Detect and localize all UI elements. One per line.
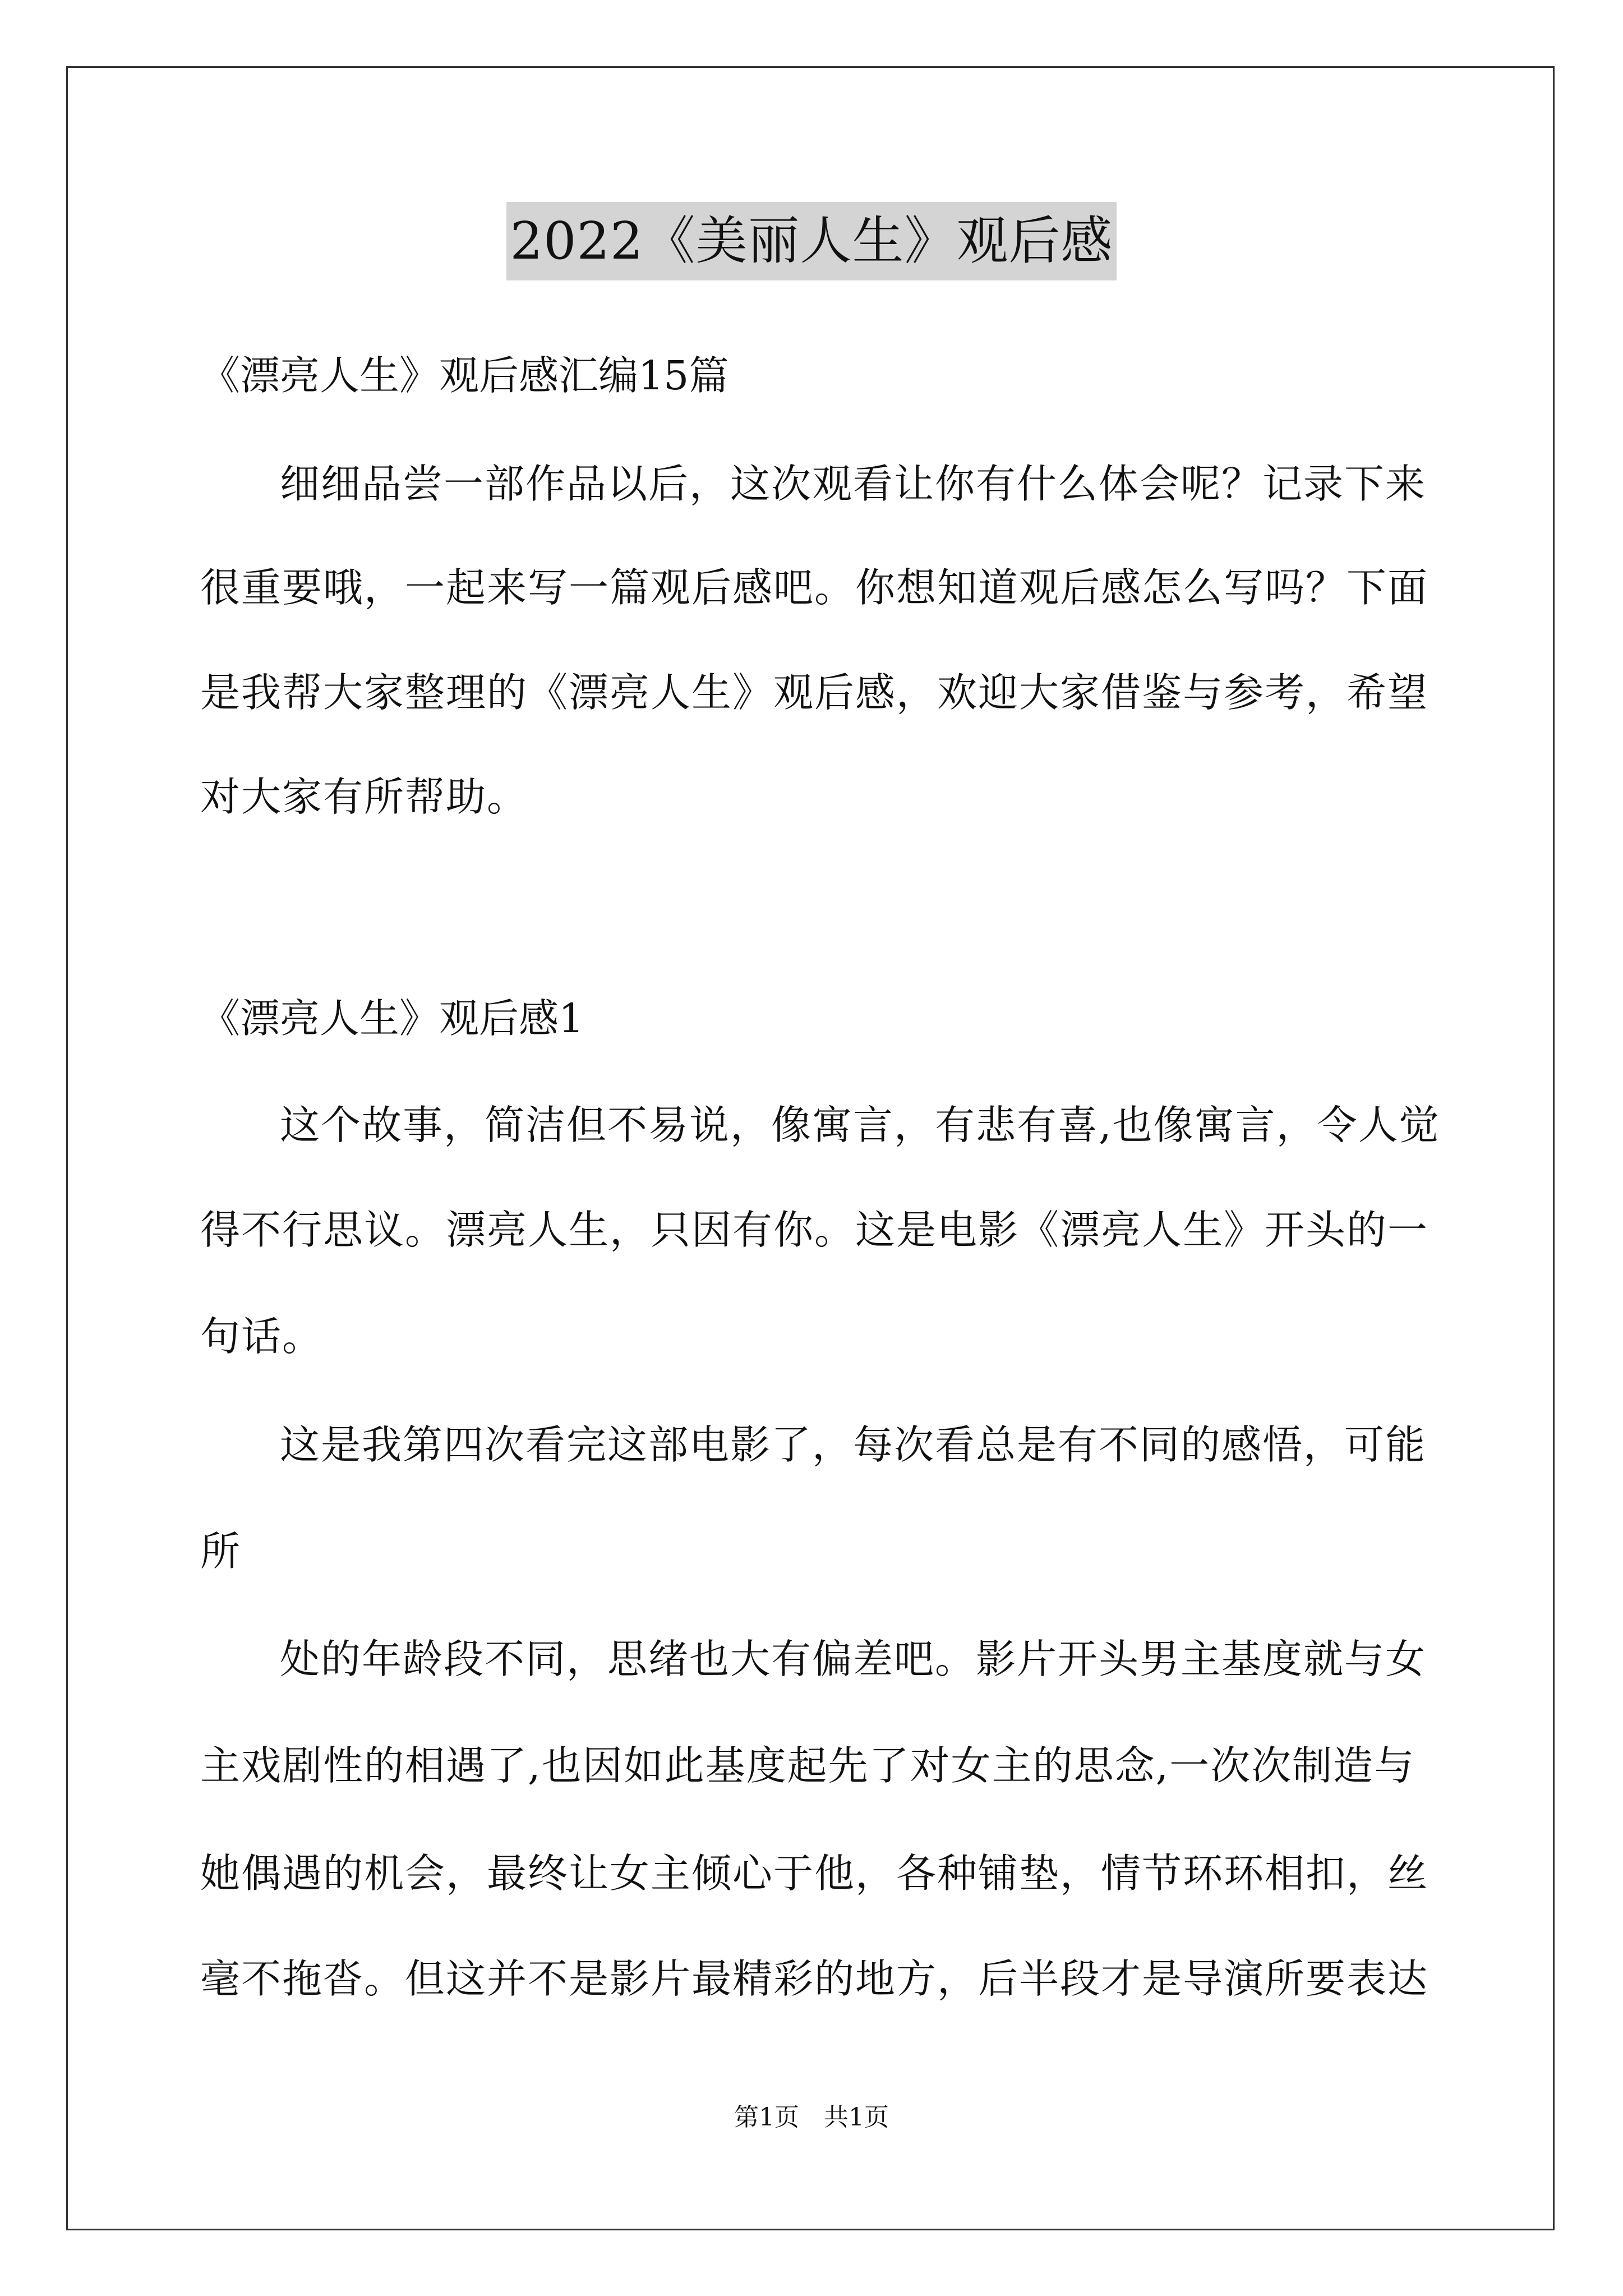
- paragraph-line: 这个故事，简洁但不易说，像寓言，有悲有喜,也像寓言，令人觉: [280, 1102, 1440, 1148]
- section-heading: 《漂亮人生》观后感1: [200, 995, 584, 1042]
- title-block: [0, 202, 1623, 280]
- paragraph-line: 她偶遇的机会，最终让女主倾心于他，各种铺垫，情节环环相扣，丝: [200, 1850, 1429, 1897]
- intro-line: 很重要哦，一起来写一篇观后感吧。你想知道观后感怎么写吗？下面: [200, 564, 1429, 611]
- paragraph-line: 这是我第四次看完这部电影了，每次看总是有不同的感悟，可能: [280, 1421, 1427, 1468]
- page-title: 2022《美丽人生》观后感: [506, 202, 1116, 280]
- paragraph-line: 处的年龄段不同，思绪也大有偏差吧。影片开头男主基度就与女: [280, 1636, 1427, 1682]
- paragraph-line: 所: [200, 1528, 242, 1575]
- paragraph-line: 毫不拖沓。但这并不是影片最精彩的地方，后半段才是导演所要表达: [200, 1955, 1429, 2002]
- paragraph-line: 得不行思议。漂亮人生，只因有你。这是电影《漂亮人生》开头的一: [200, 1207, 1429, 1253]
- paragraph-line: 主戏剧性的相遇了,也因如此基度起先了对女主的思念,一次次制造与: [200, 1742, 1415, 1789]
- intro-line: 对大家有所帮助。: [200, 774, 528, 820]
- page-footer: 第1页 共1页: [734, 2103, 889, 2132]
- intro-line: 细细品尝一部作品以后，这次观看让你有什么体会呢？记录下来: [280, 461, 1427, 507]
- paragraph-line: 句话。: [200, 1313, 324, 1360]
- intro-line: 是我帮大家整理的《漂亮人生》观后感，欢迎大家借鉴与参考，希望: [200, 669, 1429, 716]
- document-subtitle: 《漂亮人生》观后感汇编15篇: [200, 352, 729, 399]
